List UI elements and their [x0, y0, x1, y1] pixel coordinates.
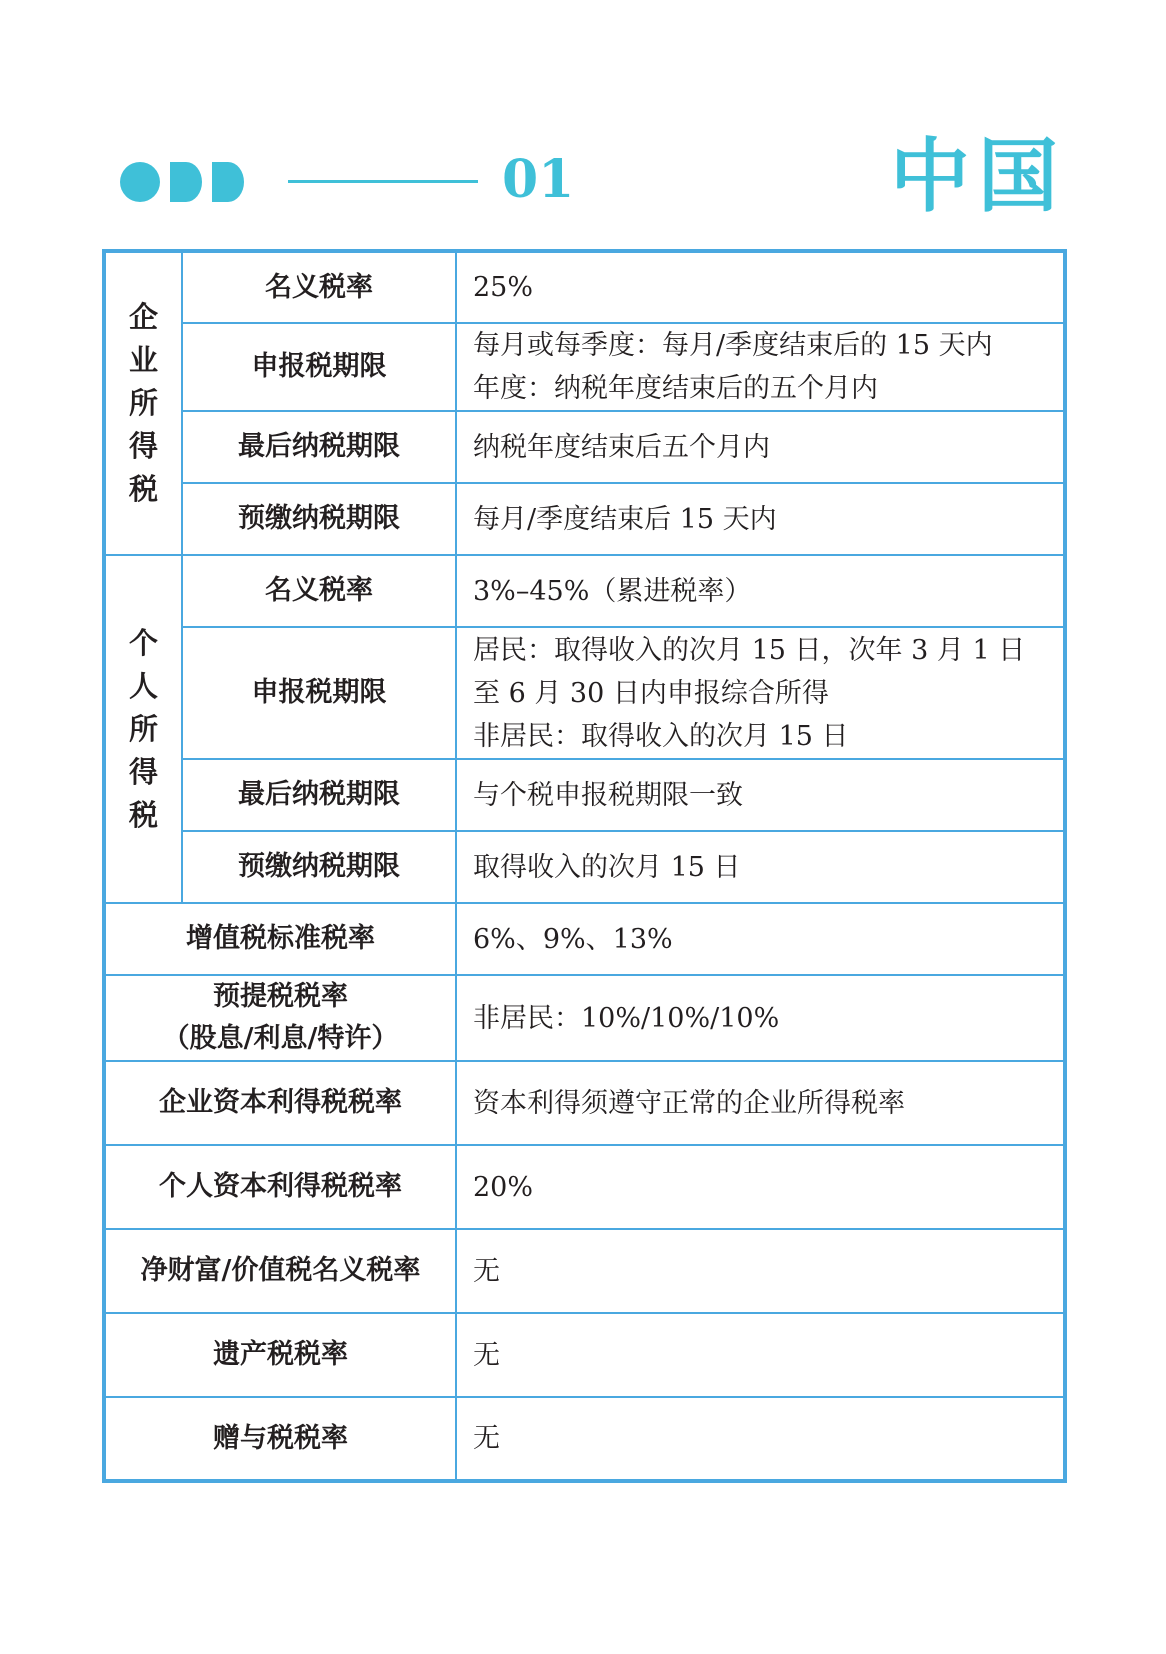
label-line: 增值税标准税率: [186, 923, 375, 954]
category-char: 人: [128, 668, 158, 703]
table-row: [104, 323, 1065, 411]
row-label: [104, 1313, 456, 1397]
row-label: 最后纳税期限: [182, 759, 456, 831]
value-line: 3%–45%（累进税率）: [473, 575, 752, 607]
table-row: [104, 483, 1065, 555]
row-label: [104, 975, 456, 1061]
section-number: 01: [502, 149, 575, 210]
value-line: 与个税申报税期限一致: [473, 779, 743, 811]
table-row: [104, 251, 1065, 323]
table-row: [104, 1229, 1065, 1313]
circle-decoration-icon: [120, 162, 160, 202]
row-label: 最后纳税期限: [182, 411, 456, 483]
row-label: 名义税率: [182, 555, 456, 627]
half-circle-decoration-icon: [170, 162, 202, 202]
row-value: [456, 251, 1065, 323]
value-line: 至 6 月 30 日内申报综合所得: [473, 677, 829, 709]
row-label: [104, 1061, 456, 1145]
category-char: 所: [128, 386, 158, 420]
category-personal-income-tax: [104, 555, 182, 903]
table-row: [104, 411, 1065, 483]
page-header: [0, 0, 1166, 240]
row-label: [104, 903, 456, 975]
category-char: 得: [128, 754, 158, 789]
row-label: [104, 1229, 456, 1313]
table-row: [104, 1397, 1065, 1481]
row-label: 申报税期限: [182, 627, 456, 759]
table-row: [104, 1061, 1065, 1145]
row-label: 申报税期限: [182, 323, 456, 411]
row-value: 无: [456, 1229, 1065, 1313]
table-row: [104, 627, 1065, 759]
label-line: 赠与税税率: [213, 1422, 348, 1454]
row-label: [104, 1145, 456, 1229]
header-divider-line: [288, 180, 478, 183]
row-value: [456, 323, 1065, 411]
tax-table: [102, 249, 1067, 1483]
row-value: 6%、9%、13%: [456, 903, 1065, 975]
category-char: 所: [128, 711, 158, 746]
row-value: [456, 627, 1065, 759]
label-line: 遗产税税率: [213, 1339, 348, 1370]
table-row: [104, 1313, 1065, 1397]
row-value: [456, 759, 1065, 831]
table-row: [104, 555, 1065, 627]
category-corporate-income-tax: [104, 251, 182, 555]
category-char: 个: [128, 625, 158, 660]
row-label: 预缴纳税期限: [182, 483, 456, 555]
table-row: [104, 1145, 1065, 1229]
table-row: [104, 975, 1065, 1061]
table-row: [104, 903, 1065, 975]
value-line: 每月/季度结束后 15 天内: [473, 503, 777, 535]
value-line: 居民：取得收入的次月 15 日，次年 3 月 1 日: [473, 634, 1026, 666]
row-label: 名义税率: [182, 251, 456, 323]
value-line: 25%: [473, 272, 534, 303]
country-title: 中国: [890, 129, 1066, 223]
row-label: 预缴纳税期限: [182, 831, 456, 903]
label-line: 企业资本利得税税率: [159, 1087, 402, 1118]
category-char: 税: [128, 472, 158, 506]
row-value: [456, 411, 1065, 483]
half-circle-decoration-icon: [212, 162, 244, 202]
table-row: [104, 831, 1065, 903]
category-char: 税: [128, 797, 158, 832]
row-value: [456, 831, 1065, 903]
category-char: 企: [128, 300, 158, 334]
category-char: 业: [128, 343, 158, 377]
row-value: 20%: [456, 1145, 1065, 1229]
value-line: 取得收入的次月 15 日: [473, 851, 741, 883]
label-line: 个人资本利得税税率: [159, 1171, 402, 1202]
row-value: 非居民：10%/10%/10%: [456, 975, 1065, 1061]
row-value: 无: [456, 1313, 1065, 1397]
row-value: 无: [456, 1397, 1065, 1481]
value-line: 非居民：取得收入的次月 15 日: [473, 720, 849, 752]
label-line: 净财富/价值税名义税率: [140, 1255, 421, 1286]
label-line: （股息/利息/特许）: [162, 1023, 399, 1054]
value-line: 每月或每季度：每月/季度结束后的 15 天内: [473, 330, 993, 361]
row-value: [456, 483, 1065, 555]
row-value: [456, 555, 1065, 627]
value-line: 纳税年度结束后五个月内: [473, 431, 770, 463]
value-line: 年度：纳税年度结束后的五个月内: [473, 373, 878, 404]
table-row: [104, 759, 1065, 831]
label-line: 预提税税率: [213, 981, 348, 1012]
category-char: 得: [128, 429, 158, 463]
row-label: [104, 1397, 456, 1481]
row-value: 资本利得须遵守正常的企业所得税率: [456, 1061, 1065, 1145]
